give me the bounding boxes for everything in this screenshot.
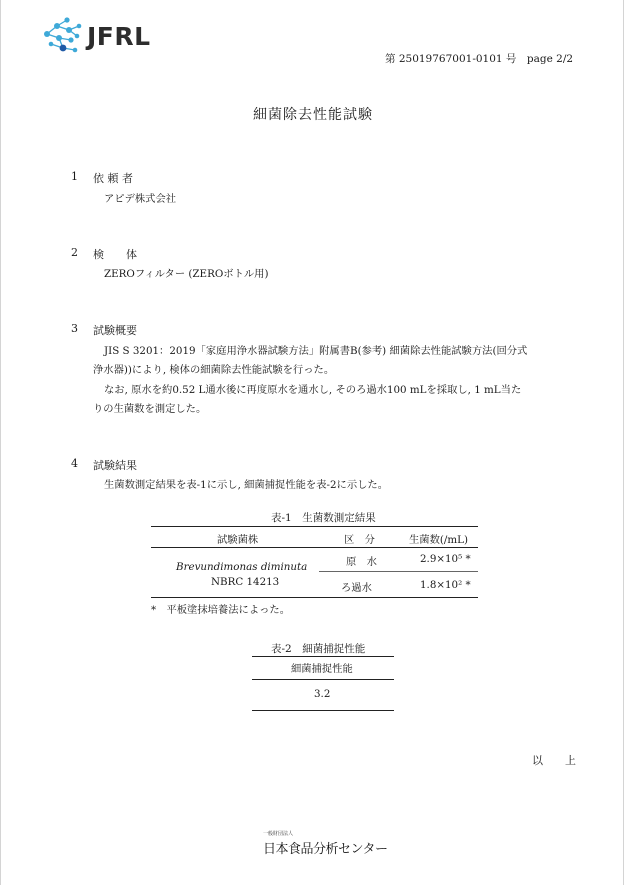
- table1-strain-name: Brevundimonas diminuta: [176, 561, 308, 573]
- section-3-number: 3: [71, 322, 78, 335]
- section-2-heading: 検 体: [93, 248, 137, 261]
- section-3-heading: 試験概要: [93, 324, 137, 337]
- footer-main-text: 日本食品分析センター: [263, 842, 388, 857]
- table2-title: 表-2 細菌捕捉性能: [271, 643, 366, 655]
- table1-header-strain: 試験菌株: [217, 534, 259, 546]
- table2-header-rule: [252, 679, 394, 680]
- table1-row-count: 1.8×10² *: [420, 579, 471, 591]
- table1-header-count: 生菌数(/mL): [409, 534, 468, 546]
- footer-organization: [263, 830, 388, 860]
- section-1-body-line: アピデ株式会社: [104, 193, 177, 205]
- table2-bottom-rule: [252, 710, 394, 711]
- table2-top-rule: [252, 656, 394, 657]
- section-1-number: 1: [71, 170, 78, 183]
- section-2-number: 2: [71, 246, 78, 259]
- table1-row-category: 原 水: [346, 556, 377, 568]
- end-mark: 以上: [532, 754, 598, 767]
- table1-top-rule: [151, 526, 478, 527]
- section-3-body-line: りの生菌数を測定した。: [93, 403, 207, 415]
- section-3-body-line: JIS S 3201：2019「家庭用浄水器試験方法」附属書B(参考) 細菌除去性能試験方法(回分式: [104, 345, 528, 357]
- section-4-number: 4: [71, 457, 78, 470]
- section-4-body-line: 生菌数測定結果を表-1に示し, 細菌捕捉性能を表-2に示した。: [104, 479, 389, 491]
- section-3-body-line: なお, 原水を約0.52 L通水後に再度原水を通水し, そのろ過水100 mLを採取し, 1 mL当た: [104, 384, 522, 396]
- report-number: 第 25019767001-0101 号 page 2/2: [385, 53, 574, 65]
- table1-title: 表-1 生菌数測定結果: [271, 512, 376, 524]
- table1-row-count: 2.9×10⁵ *: [420, 553, 471, 565]
- table2-value: 3.2: [314, 688, 331, 700]
- table1-row-divider: [319, 571, 478, 572]
- table1-bottom-rule: [151, 597, 478, 598]
- section-3-body-line: 浄水器))により, 検体の細菌除去性能試験を行った。: [93, 364, 335, 376]
- section-2-body-line: ZEROフィルター (ZEROボトル用): [104, 268, 269, 280]
- table1-row-category: ろ過水: [341, 582, 372, 594]
- table1-strain-id: NBRC 14213: [211, 576, 280, 588]
- logo-text: JFRL: [87, 22, 151, 51]
- table1-footnote: * 平板塗抹培養法によった。: [151, 604, 291, 616]
- footer-small-text: 一般財団法人: [263, 831, 294, 837]
- table1-header-rule: [151, 547, 478, 548]
- section-1-heading: 依 頼 者: [93, 172, 133, 185]
- document-title: 細菌除去性能試験: [253, 107, 373, 123]
- section-4-heading: 試験結果: [93, 459, 137, 472]
- table1-header-category: 区 分: [344, 534, 375, 546]
- table2-header: 細菌捕捉性能: [291, 663, 353, 675]
